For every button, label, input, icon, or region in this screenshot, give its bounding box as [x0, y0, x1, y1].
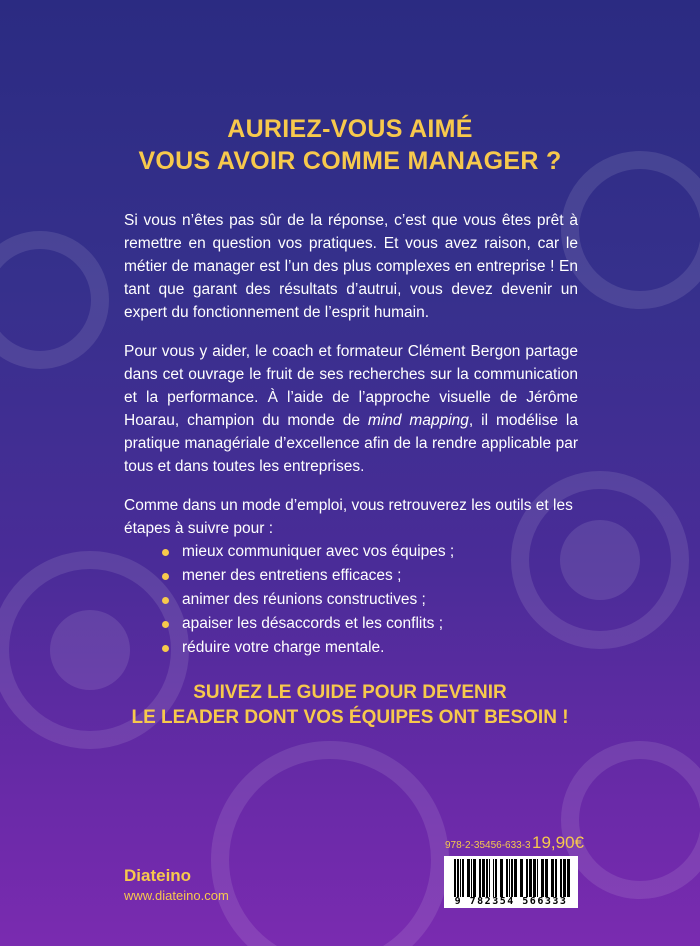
text: , il modélise la pratique managériale d’excellence afin de la rendre applicable par tous et dans toutes les entreprises. — [124, 412, 578, 475]
list-item — [160, 540, 454, 564]
barcode-bar — [567, 859, 570, 897]
italic-term: mind mapping — [367, 412, 469, 429]
bullet-icon — [162, 549, 169, 556]
barcode-bar — [520, 859, 523, 897]
list-item-text: mener des entretiens efficaces ; — [182, 567, 402, 584]
list-item-text: animer des réunions constructives ; — [182, 591, 426, 608]
barcode-bar — [509, 859, 510, 897]
bullet-icon — [162, 621, 169, 628]
list-item — [160, 588, 454, 612]
list-item-text: apaiser les désaccords et les conflits ; — [182, 615, 444, 632]
barcode-bar — [473, 859, 476, 897]
author-paragraph — [124, 340, 578, 478]
barcode-bar — [529, 859, 532, 897]
barcode-bar — [526, 859, 528, 897]
barcode — [444, 856, 578, 908]
barcode-bar — [486, 859, 488, 897]
barcode-bar — [462, 859, 464, 897]
bullet-icon — [162, 597, 169, 604]
barcode-bar — [506, 859, 508, 897]
barcode-bar — [563, 859, 566, 897]
barcode-bar — [545, 859, 548, 897]
barcode-bar — [489, 859, 490, 897]
barcode-bar — [479, 859, 481, 897]
publisher-name: Diateino — [124, 866, 192, 885]
barcode-bar — [500, 859, 503, 897]
list-item — [160, 636, 454, 660]
barcode-bar — [551, 859, 554, 897]
barcode-digits: 9 782354 566333 — [454, 896, 568, 907]
barcode-bar — [482, 859, 485, 897]
list-item — [160, 564, 454, 588]
barcode-bar — [537, 859, 538, 897]
bullet-list — [160, 540, 454, 660]
barcode-bar — [541, 859, 544, 897]
isbn: 978-2-35456-633-3 — [445, 840, 531, 851]
barcode-bar — [457, 859, 459, 897]
text: Pour vous y aider, le coach et formateur Clément Bergon partage dans cet ouvrage le fruit de ses recherches sur la communication et la performance. À l’aide de l’approche visuelle de Jérôme Hoarau, champion du monde de — [124, 343, 578, 429]
barcode-bar — [533, 859, 536, 897]
barcode-bar — [495, 859, 497, 897]
list-item-text: réduire votre charge mentale. — [182, 639, 385, 656]
headline — [0, 113, 700, 177]
cta-line: LE LEADER DONT VOS ÉQUIPES ONT BESOIN ! — [131, 707, 569, 728]
list-item — [160, 612, 454, 636]
price: 19,90€ — [532, 833, 584, 852]
barcode-bar — [560, 859, 562, 897]
barcode-bar — [514, 859, 517, 897]
publisher-website[interactable]: www.diateino.com — [124, 888, 229, 903]
bullet-icon — [162, 645, 169, 652]
headline-line: AURIEZ-VOUS AIMÉ — [227, 115, 473, 143]
barcode-bar — [454, 859, 456, 897]
barcode-bar — [555, 859, 557, 897]
barcode-bar — [467, 859, 470, 897]
cta-line: SUIVEZ LE GUIDE POUR DEVENIR — [193, 682, 507, 703]
list-intro: Comme dans un mode d’emploi, vous retrouverez les outils et les étapes à suivre pour : — [124, 497, 573, 537]
barcode-bar — [471, 859, 472, 897]
intro-paragraph: Si vous n’êtes pas sûr de la réponse, c’est que vous êtes prêt à remettre en question vos pratiques. Et vous avez raison, car le métier de manager est l’un des plus complexes en entreprise ! En tant que garant des résultats d’autrui, vous devez devenir un expert du fonctionnement de l’esprit humain. — [124, 212, 578, 321]
list-item-text: mieux communiquer avec vos équipes ; — [182, 543, 455, 560]
call-to-action — [0, 680, 700, 730]
barcode-bar — [460, 859, 461, 897]
headline-line: VOUS AVOIR COMME MANAGER ? — [138, 147, 562, 175]
barcode-bar — [493, 859, 494, 897]
bullet-icon — [162, 573, 169, 580]
barcode-bar — [511, 859, 513, 897]
